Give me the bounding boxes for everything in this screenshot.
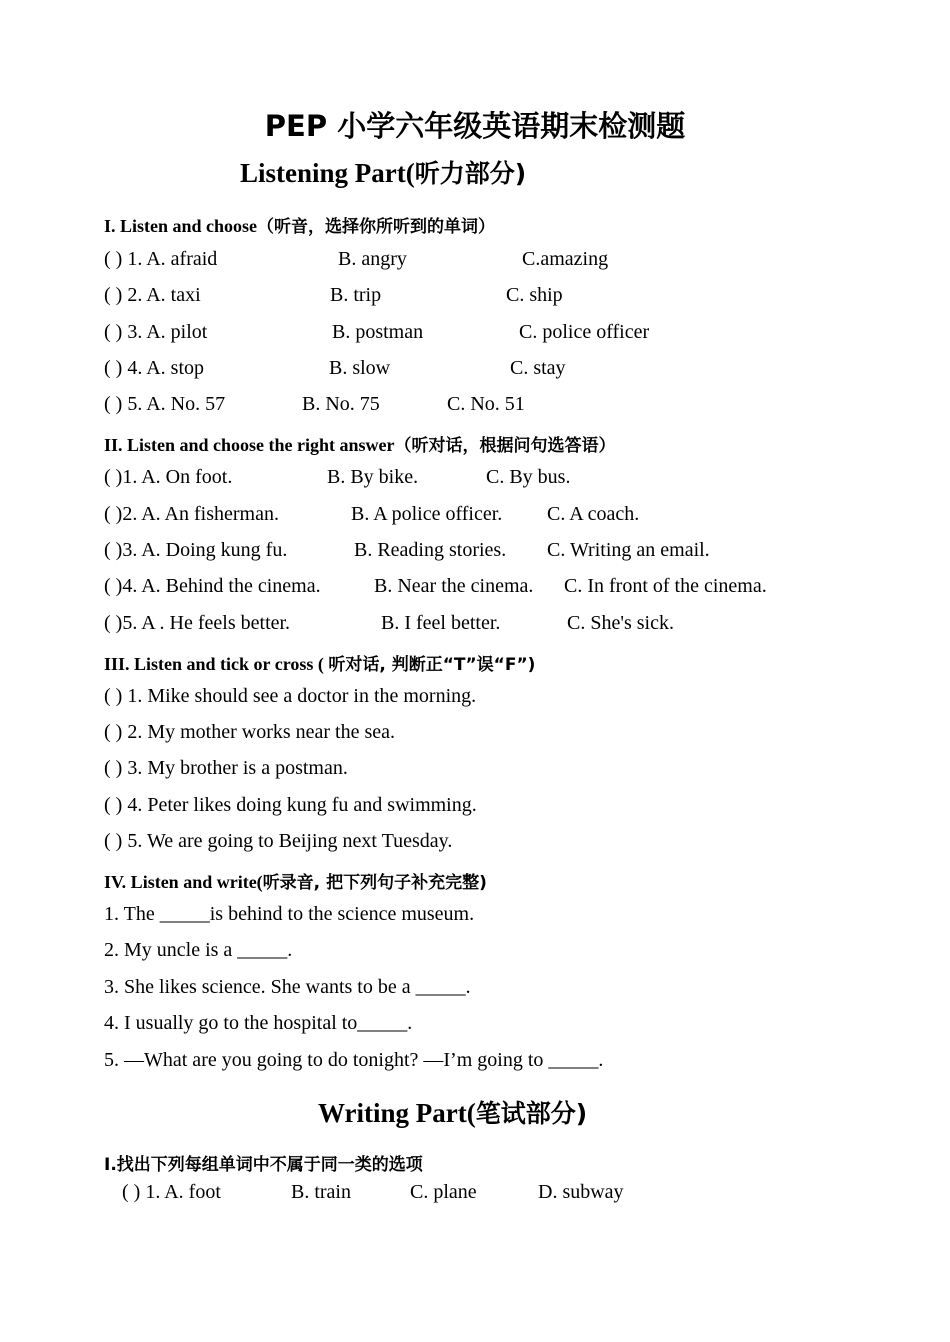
option-a: ( ) 1. A. foot [122,1181,221,1203]
writing-heading-cn: 笔试部分) [475,1099,588,1128]
list-item: ( ) 5. We are going to Beijing next Tuesday. [104,830,453,852]
option-a: ( )4. A. Behind the cinema. [104,575,321,597]
part3-heading-cn: 听对话, 判断正“T”误“F”) [328,655,536,675]
part2-heading-cn: （听对话，根据问句选答语） [394,436,616,456]
part1-heading-cn: （听音，选择你所听到的单词） [257,217,496,237]
part1-heading [104,212,495,237]
option-b: B. No. 75 [302,393,380,415]
list-item: 1. The _____is behind to the science museum. [104,903,475,925]
option-b: B. By bike. [327,466,419,488]
listening-heading [240,154,526,190]
option-d: D. subway [538,1181,624,1203]
option-b: B. Near the cinema. [374,575,534,597]
list-item: 2. My uncle is a _____. [104,939,293,961]
option-c: C. She's sick. [567,612,674,634]
list-item: ( ) 1. Mike should see a doctor in the morning. [104,685,477,707]
option-a: ( )5. A . He feels better. [104,612,291,634]
option-a: ( ) 3. A. pilot [104,321,208,343]
option-c: C. Writing an email. [547,539,710,561]
page-title: PEP 小学六年级英语期末检测题 [264,109,686,143]
part3-heading [104,650,535,675]
option-b: B. trip [330,284,382,306]
list-item: ( ) 3. My brother is a postman. [104,757,348,779]
option-c: C. No. 51 [447,393,525,415]
option-c: C. police officer [519,321,650,343]
option-b: B. angry [338,248,407,270]
part2-heading-en: II. Listen and choose the right answer [104,435,395,455]
option-b: B. I feel better. [381,612,501,634]
option-c: C. In front of the cinema. [564,575,767,597]
option-c: C. ship [506,284,563,306]
list-item: 3. She likes science. She wants to be a _____. [104,976,471,998]
option-c: C.amazing [522,248,609,270]
option-a: ( )3. A. Doing kung fu. [104,539,288,561]
option-c: C. By bus. [486,466,571,488]
option-b: B. A police officer. [351,503,503,525]
option-b: B. postman [332,321,424,343]
option-c: C. plane [410,1181,477,1203]
option-b: B. Reading stories. [354,539,507,561]
list-item: ( ) 4. Peter likes doing kung fu and swimming. [104,794,477,816]
option-b: B. slow [329,357,391,379]
writing1-heading [104,1150,423,1175]
part3-heading-en: III. Listen and tick or cross ( [104,654,329,674]
option-a: ( ) 5. A. No. 57 [104,393,226,415]
part4-heading-en: IV. Listen and write( [104,872,263,892]
writing-heading [318,1094,587,1130]
writing-heading-en: Writing Part( [318,1098,476,1128]
option-c: C. stay [510,357,566,379]
listening-heading-cn: 听力部分) [414,159,527,188]
part1-heading-en: I. Listen and choose [104,216,258,236]
option-a: ( )2. A. An fisherman. [104,503,279,525]
option-a: ( ) 1. A. afraid [104,248,218,270]
list-item: 4. I usually go to the hospital to_____. [104,1012,413,1034]
part2-heading [104,431,616,456]
writing1-heading-text: I.找出下列每组单词中不属于同一类的选项 [104,1155,423,1175]
part4-heading [104,868,487,893]
option-b: B. train [291,1181,351,1203]
option-c: C. A coach. [547,503,640,525]
list-item: 5. —What are you going to do tonight? —I’m going to _____. [104,1049,604,1071]
option-a: ( )1. A. On foot. [104,466,233,488]
option-a: ( ) 2. A. taxi [104,284,201,306]
listening-heading-en: Listening Part( [240,158,415,188]
option-a: ( ) 4. A. stop [104,357,204,379]
list-item: ( ) 2. My mother works near the sea. [104,721,396,743]
part4-heading-cn: 听录音, 把下列句子补充完整) [262,873,487,893]
